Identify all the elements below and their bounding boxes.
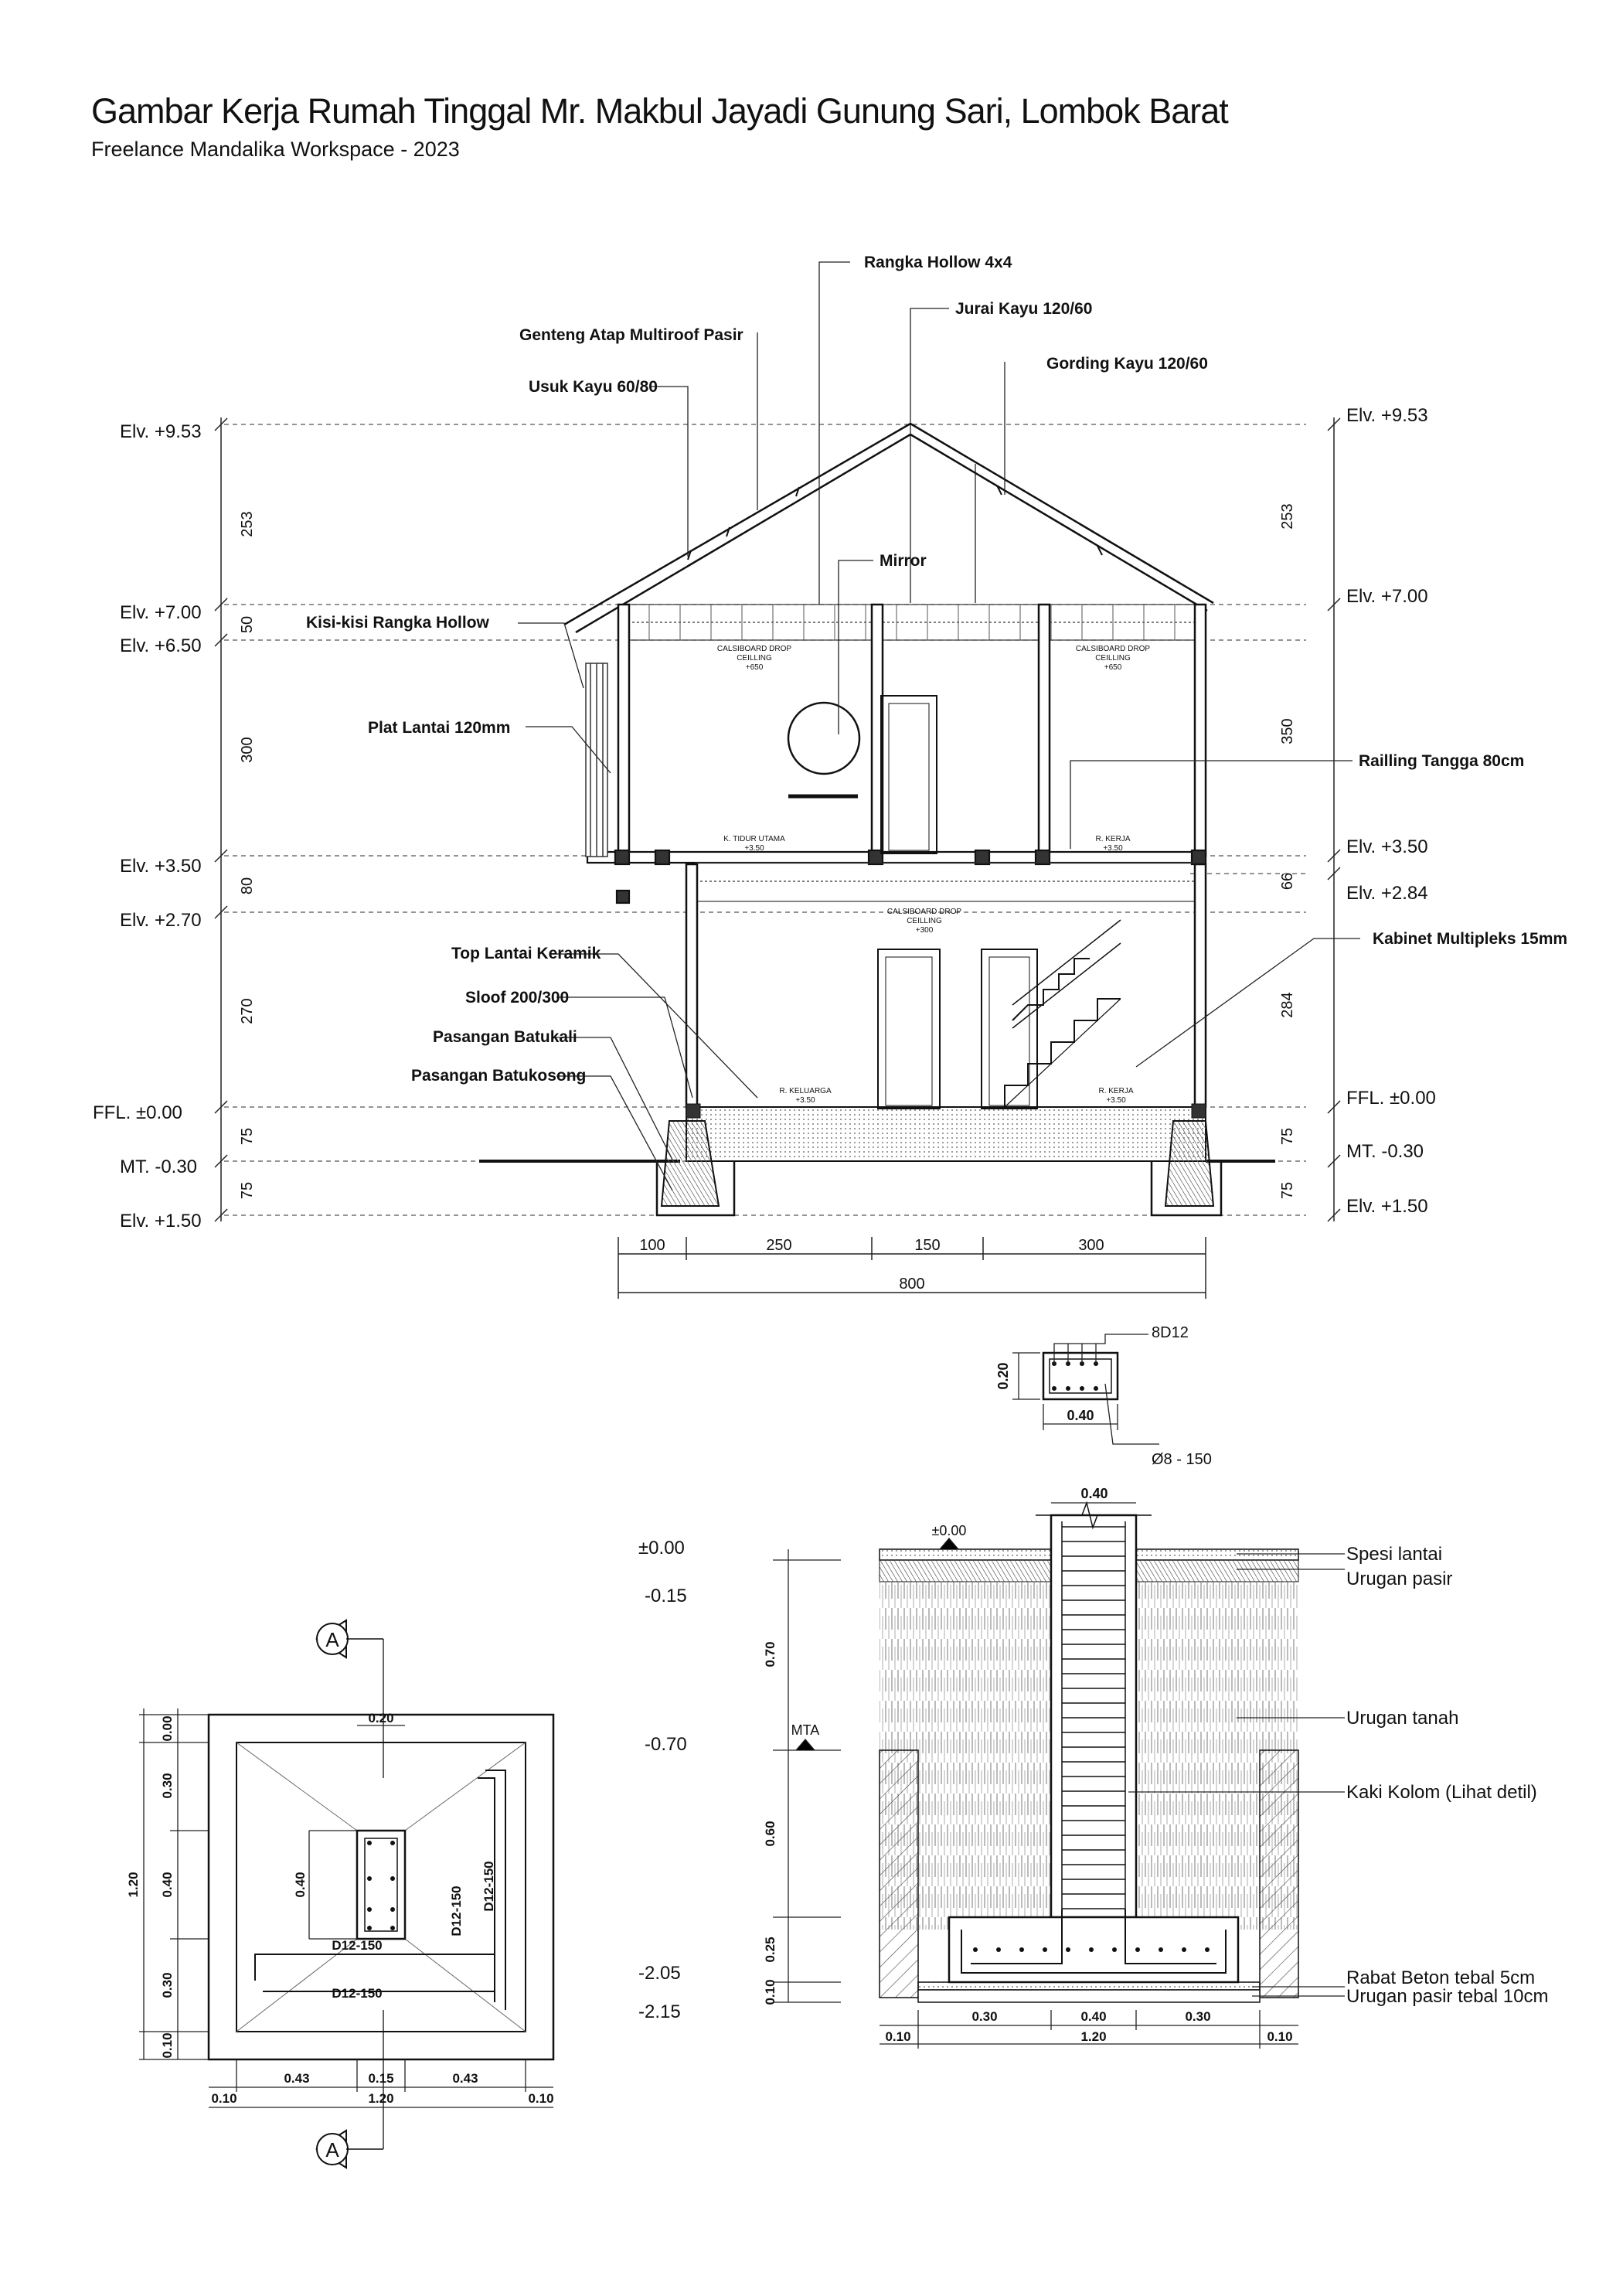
stair — [982, 920, 1121, 1107]
column-stirrup-label: Ø8 - 150 — [1152, 1451, 1212, 1468]
plan-dim-left-3: 0.30 — [160, 1972, 175, 1998]
room-elv-3: +3.50 — [795, 1096, 815, 1105]
fsec-vdim-2: 0.25 — [763, 1937, 777, 1963]
fsec-dim-bottom-0: 0.30 — [971, 2009, 998, 2024]
dim-right-75b: 75 — [1279, 1181, 1296, 1200]
fsec-vdim-0: 0.70 — [763, 1641, 777, 1667]
fsec-level-tag-mta: MTA — [791, 1722, 820, 1738]
callout-kabinet: Kabinet Multipleks 15mm — [1373, 930, 1568, 948]
fsec-dim-bottom-2: 0.30 — [1185, 2009, 1211, 2024]
ceiling-label-2: CALSIBOARD DROP — [1075, 645, 1151, 653]
level-left-350: Elv. +3.50 — [120, 856, 202, 877]
dim-left-50: 50 — [239, 615, 256, 634]
dim-bottom-250: 250 — [766, 1237, 792, 1254]
fsec-level-2: -0.70 — [645, 1734, 687, 1755]
room-elv-2: +3.50 — [1103, 844, 1123, 853]
room-label-3: R. KELUARGA — [779, 1087, 832, 1095]
dim-left-300: 300 — [239, 737, 256, 763]
callout-top-lantai: Top Lantai Keramik — [451, 945, 601, 962]
ceiling-label-1b: CEILLING — [737, 654, 772, 663]
plan-dim-bottom2-0: 0.10 — [211, 2091, 237, 2106]
level-left-270: Elv. +2.70 — [120, 910, 202, 931]
plan-rebar-v1: D12-150 — [449, 1886, 464, 1937]
ceiling-label-3b: CEILLING — [907, 917, 942, 925]
fsec-callout-pasir-10: Urugan pasir tebal 10cm — [1346, 1986, 1549, 2007]
callout-mirror: Mirror — [880, 552, 927, 570]
section-marker-bottom — [317, 2010, 383, 2168]
foundation-section — [638, 1486, 1548, 2049]
level-right-284: Elv. +2.84 — [1346, 883, 1428, 904]
fsec-top-dim: 0.40 — [1080, 1486, 1108, 1501]
room-elv-4: +3.50 — [1106, 1096, 1126, 1105]
foundation-plan — [126, 1620, 554, 2168]
plan-dim-left-1: 0.30 — [160, 1773, 175, 1799]
dim-right-66: 66 — [1279, 872, 1296, 891]
room-label-4: R. KERJA — [1098, 1087, 1134, 1095]
section-marker-top — [317, 1620, 383, 1778]
fsec-level-1: -0.15 — [645, 1586, 687, 1606]
level-right-ffl: FFL. ±0.00 — [1346, 1088, 1436, 1109]
ground-floor — [479, 1104, 1275, 1215]
section-marker-top-letter: A — [325, 1628, 339, 1651]
level-left-650: Elv. +6.50 — [120, 635, 202, 656]
plan-dim-bottom-0: 0.43 — [284, 2071, 310, 2086]
plan-dim-bottom2-2: 0.10 — [528, 2091, 554, 2106]
fsec-level-tag-top: ±0.00 — [931, 1523, 967, 1538]
plan-dim-left-2: 0.40 — [160, 1872, 175, 1898]
callout-jurai-kayu: Jurai Kayu 120/60 — [955, 300, 1093, 318]
drawing-title: Gambar Kerja Rumah Tinggal Mr. Makbul Jayadi Gunung Sari, Lombok Barat — [91, 91, 1228, 131]
column-width-label: 0.40 — [1067, 1408, 1094, 1423]
ceiling-truss — [618, 605, 1206, 640]
room-label-2: R. KERJA — [1095, 835, 1131, 843]
callout-rangka-hollow: Rangka Hollow 4x4 — [864, 254, 1012, 271]
column-cross-section — [995, 1324, 1212, 1468]
dim-bottom-100: 100 — [639, 1237, 665, 1254]
level-right-350: Elv. +3.50 — [1346, 836, 1428, 857]
callout-sloof: Sloof 200/300 — [465, 989, 570, 1007]
fsec-level-0: ±0.00 — [638, 1538, 685, 1558]
left-dimension-chain — [215, 417, 1340, 1221]
level-left-150: Elv. +1.50 — [120, 1211, 202, 1231]
callout-usuk-kayu: Usuk Kayu 60/80 — [529, 378, 658, 396]
mirror — [788, 703, 859, 796]
column-rebar-label: 8D12 — [1152, 1324, 1189, 1341]
plan-column-width: 0.20 — [368, 1711, 394, 1725]
level-left-953: Elv. +9.53 — [120, 421, 202, 442]
level-right-mt: MT. -0.30 — [1346, 1141, 1424, 1162]
dim-left-75b: 75 — [239, 1181, 256, 1200]
fsec-callout-urugan-tanah: Urugan tanah — [1346, 1708, 1459, 1729]
fsec-level-3: -2.05 — [638, 1963, 681, 1984]
plan-dim-left-total: 1.20 — [126, 1872, 141, 1898]
fsec-vdim-1: 0.60 — [763, 1821, 777, 1847]
plan-column-height: 0.40 — [293, 1872, 308, 1898]
ceiling-label-1c: +650 — [745, 663, 764, 672]
building-section — [215, 262, 1360, 1299]
room-elv-1: +3.50 — [744, 844, 764, 853]
ceiling-label-2b: CEILLING — [1095, 654, 1131, 663]
plan-dim-bottom2-1: 1.20 — [368, 2091, 394, 2106]
drawing-subtitle: Freelance Mandalika Workspace - 2023 — [91, 138, 460, 161]
fsec-callout-rabat: Rabat Beton tebal 5cm — [1346, 1967, 1536, 1988]
callout-gording-kayu: Gording Kayu 120/60 — [1046, 355, 1208, 373]
dim-right-284: 284 — [1279, 992, 1296, 1018]
callout-kisi-kisi: Kisi-kisi Rangka Hollow — [306, 614, 489, 632]
plan-rebar-v2: D12-150 — [481, 1861, 496, 1912]
dim-bottom-total: 800 — [899, 1276, 925, 1293]
balcony-grill — [586, 663, 607, 857]
callout-railling: Railling Tangga 80cm — [1359, 752, 1525, 770]
room-label-1: K. TIDUR UTAMA — [723, 835, 785, 843]
fsec-level-4: -2.15 — [638, 2001, 681, 2022]
callout-genteng-atap: Genteng Atap Multiroof Pasir — [519, 326, 743, 344]
callout-batukosong: Pasangan Batukosong — [411, 1067, 587, 1085]
ceiling-label-3: CALSIBOARD DROP — [886, 908, 962, 916]
plan-dim-bottom-1: 0.15 — [368, 2071, 394, 2086]
dim-left-270: 270 — [239, 998, 256, 1024]
plan-rebar-h2: D12-150 — [332, 1986, 383, 2001]
fsec-dim-bottom2-0: 0.10 — [885, 2029, 911, 2044]
dim-right-350: 350 — [1279, 718, 1296, 744]
plan-dim-left-4: 0.10 — [160, 2032, 175, 2059]
dim-right-75a: 75 — [1279, 1127, 1296, 1146]
fsec-callout-urugan-pasir: Urugan pasir — [1346, 1569, 1453, 1589]
fsec-vdim-3: 0.10 — [763, 1979, 777, 2005]
column-height-label: 0.20 — [995, 1362, 1011, 1390]
fsec-dim-bottom2-1: 1.20 — [1080, 2029, 1107, 2044]
upper-walls — [618, 605, 1206, 856]
ceiling-label-2c: +650 — [1104, 663, 1122, 672]
dim-bottom-300: 300 — [1078, 1237, 1104, 1254]
fsec-dim-bottom-1: 0.40 — [1080, 2009, 1107, 2024]
dim-left-253: 253 — [239, 511, 256, 537]
dim-right-253: 253 — [1279, 503, 1296, 530]
dim-bottom-150: 150 — [914, 1237, 941, 1254]
section-marker-bottom-letter: A — [325, 2138, 339, 2161]
fsec-callout-kaki-kolom: Kaki Kolom (Lihat detil) — [1346, 1782, 1537, 1803]
level-left-mt: MT. -0.30 — [120, 1157, 198, 1177]
dim-left-80: 80 — [239, 877, 256, 895]
purlins — [688, 485, 1102, 560]
level-right-700: Elv. +7.00 — [1346, 586, 1428, 607]
lower-walls — [686, 864, 1206, 1107]
plan-rebar-h1: D12-150 — [332, 1938, 383, 1953]
level-left-700: Elv. +7.00 — [120, 602, 202, 623]
ceiling-label-1: CALSIBOARD DROP — [716, 645, 792, 653]
level-lines — [224, 424, 1306, 1215]
callout-plat-lantai: Plat Lantai 120mm — [368, 719, 511, 737]
callout-batukali: Pasangan Batukali — [433, 1028, 577, 1046]
fsec-callout-spesi: Spesi lantai — [1346, 1544, 1443, 1565]
roof-outline — [564, 424, 1213, 632]
ceiling-label-3c: +300 — [915, 926, 934, 935]
dim-left-75a: 75 — [239, 1127, 256, 1146]
first-floor-slab — [587, 850, 1206, 903]
plan-dim-left-0: 0.00 — [160, 1715, 175, 1742]
level-right-150: Elv. +1.50 — [1346, 1196, 1428, 1217]
plan-dim-bottom-2: 0.43 — [452, 2071, 478, 2086]
doors — [878, 696, 1037, 1109]
level-left-ffl: FFL. ±0.00 — [93, 1102, 182, 1123]
lower-ceiling — [696, 863, 1195, 901]
level-right-953: Elv. +9.53 — [1346, 405, 1428, 426]
fsec-dim-bottom2-2: 0.10 — [1267, 2029, 1293, 2044]
